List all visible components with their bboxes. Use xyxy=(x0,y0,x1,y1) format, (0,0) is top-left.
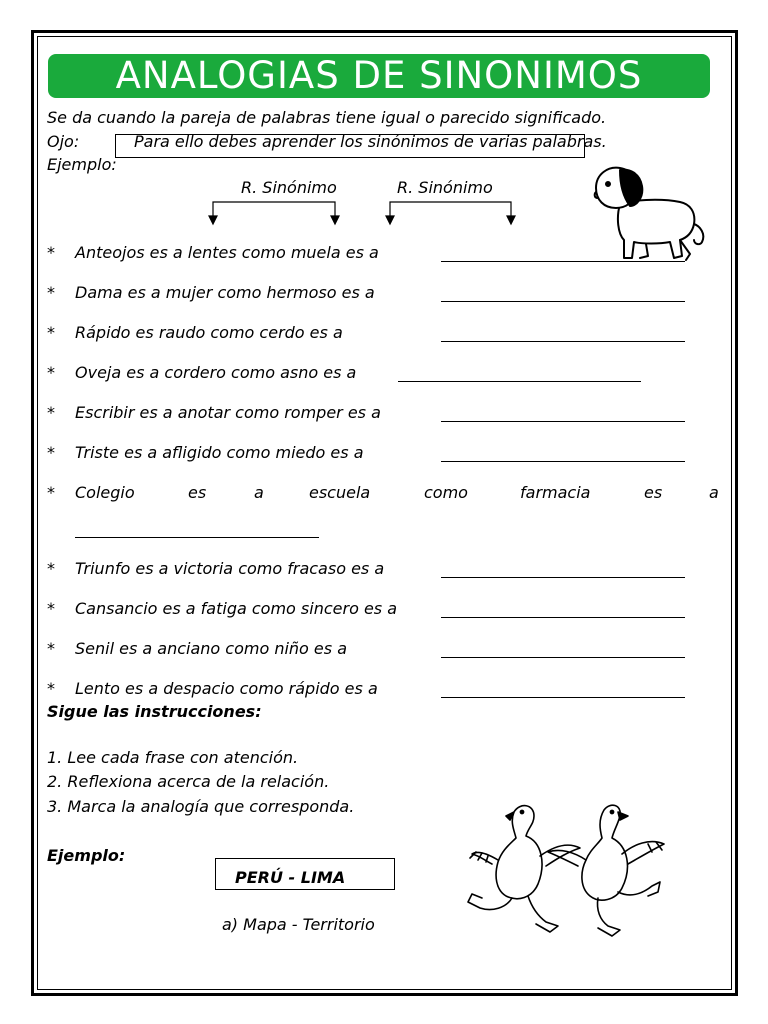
exercise-9: Cansancio es a fatiga como sincero es a xyxy=(75,599,398,618)
exercise-6: Triste es a afligido como miedo es a xyxy=(75,443,364,462)
option-a[interactable]: a) Mapa - Territorio xyxy=(222,915,375,934)
exercise-3: Rápido es raudo como cerdo es a xyxy=(75,323,343,342)
answer-blank-4[interactable] xyxy=(398,381,641,382)
answer-blank-10[interactable] xyxy=(441,657,685,658)
example2-pair: PERÚ - LIMA xyxy=(235,868,346,887)
relation-label-2: R. Sinónimo xyxy=(397,178,493,197)
bullet: * xyxy=(47,483,55,502)
dancing-geese-illustration xyxy=(462,798,672,938)
example2-label: Ejemplo: xyxy=(47,846,126,865)
exercise-7-word: farmacia xyxy=(520,483,591,502)
answer-blank-11[interactable] xyxy=(441,697,685,698)
instruction-2: 2. Reflexiona acerca de la relación. xyxy=(47,772,330,791)
answer-blank-6[interactable] xyxy=(441,461,685,462)
puppy-illustration xyxy=(590,164,710,264)
exercise-7-word: a xyxy=(254,483,264,502)
bullet: * xyxy=(47,559,55,578)
exercise-5: Escribir es a anotar como romper es a xyxy=(75,403,381,422)
bullet: * xyxy=(47,679,55,698)
page-title: ANALOGIAS DE SINONIMOS xyxy=(48,54,710,98)
definition-text: Se da cuando la pareja de palabras tiene igual o parecido significado. xyxy=(47,108,607,127)
exercise-7-word: escuela xyxy=(309,483,371,502)
answer-blank-3[interactable] xyxy=(441,341,685,342)
exercise-7-word: como xyxy=(424,483,468,502)
relation-label-1: R. Sinónimo xyxy=(241,178,337,197)
answer-blank-1[interactable] xyxy=(441,261,685,262)
exercise-7-word: es xyxy=(188,483,207,502)
bullet: * xyxy=(47,243,55,262)
exercise-11: Lento es a despacio como rápido es a xyxy=(75,679,378,698)
instruction-3: 3. Marca la analogía que corresponda. xyxy=(47,797,355,816)
exercise-2: Dama es a mujer como hermoso es a xyxy=(75,283,375,302)
bullet: * xyxy=(47,323,55,342)
relation-arrows xyxy=(205,200,535,230)
example-label: Ejemplo: xyxy=(47,155,117,174)
answer-blank-8[interactable] xyxy=(441,577,685,578)
exercise-4: Oveja es a cordero como asno es a xyxy=(75,363,357,382)
exercise-8: Triunfo es a victoria como fracaso es a xyxy=(75,559,385,578)
bullet: * xyxy=(47,639,55,658)
instruction-1: 1. Lee cada frase con atención. xyxy=(47,748,299,767)
exercise-1: Anteojos es a lentes como muela es a xyxy=(75,243,379,262)
bullet: * xyxy=(47,403,55,422)
exercise-7-word: a xyxy=(709,483,719,502)
answer-blank-7[interactable] xyxy=(75,537,319,538)
answer-blank-5[interactable] xyxy=(441,421,685,422)
bullet: * xyxy=(47,599,55,618)
ojo-label: Ojo: xyxy=(47,132,80,151)
answer-blank-9[interactable] xyxy=(441,617,685,618)
exercise-7-word: Colegio xyxy=(75,483,135,502)
exercise-7-word: es xyxy=(644,483,663,502)
answer-blank-2[interactable] xyxy=(441,301,685,302)
bullet: * xyxy=(47,283,55,302)
exercise-10: Senil es a anciano como niño es a xyxy=(75,639,347,658)
bullet: * xyxy=(47,363,55,382)
ojo-text: Para ello debes aprender los sinónimos de varias palabras. xyxy=(134,132,607,151)
bullet: * xyxy=(47,443,55,462)
instructions-title: Sigue las instrucciones: xyxy=(47,702,262,721)
